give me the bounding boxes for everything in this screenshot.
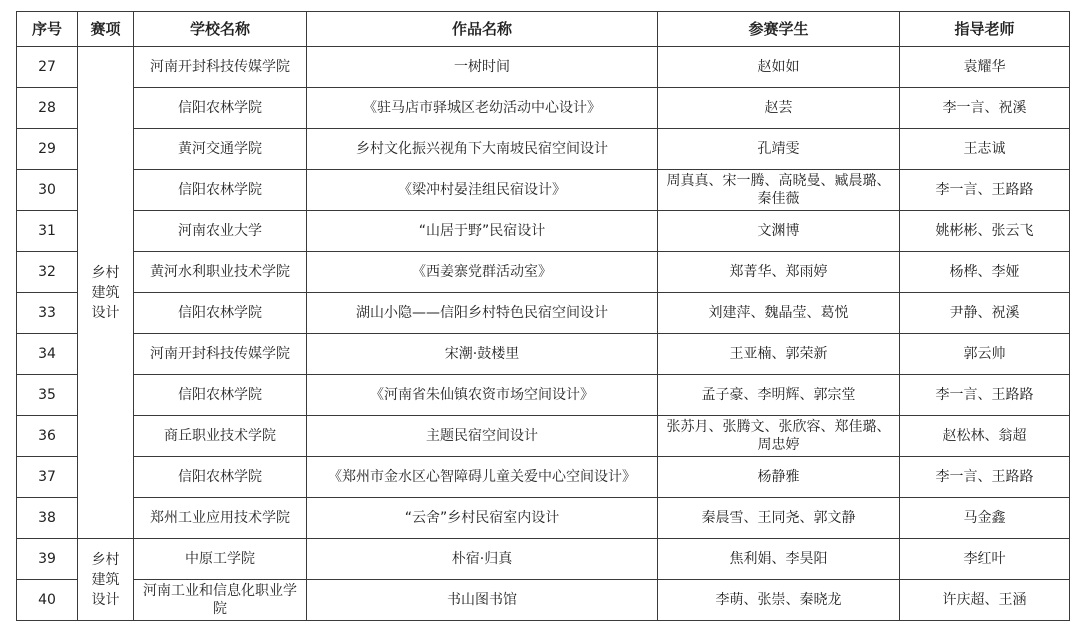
- header-teacher: 指导老师: [900, 12, 1070, 47]
- work-title: 《郑州市金水区心智障碍儿童关爱中心空间设计》: [307, 457, 658, 498]
- teacher-names: 许庆超、王涵: [900, 580, 1070, 621]
- school-name: 河南工业和信息化职业学院: [134, 580, 307, 621]
- table-row: [17, 170, 1070, 211]
- work-title: 乡村文化振兴视角下大南坡民宿空间设计: [307, 129, 658, 170]
- student-names: 刘建萍、魏晶莹、葛悦: [658, 293, 900, 334]
- teacher-names: 李红叶: [900, 539, 1070, 580]
- row-number: 32: [17, 252, 78, 293]
- school-name: 信阳农林学院: [134, 293, 307, 334]
- table-body: [17, 47, 1070, 621]
- header-no: 序号: [17, 12, 78, 47]
- work-title: 《河南省朱仙镇农资市场空间设计》: [307, 375, 658, 416]
- table-row: [17, 539, 1070, 580]
- school-name: 河南开封科技传媒学院: [134, 47, 307, 88]
- table-row: [17, 252, 1070, 293]
- table-row: [17, 88, 1070, 129]
- student-names: 张苏月、张腾文、张欣容、郑佳璐、周忠婷: [658, 416, 900, 457]
- row-number: 40: [17, 580, 78, 621]
- school-name: 信阳农林学院: [134, 170, 307, 211]
- row-number: 34: [17, 334, 78, 375]
- table-row: [17, 293, 1070, 334]
- teacher-names: 李一言、王路路: [900, 170, 1070, 211]
- category-label: 乡村建筑设计: [91, 551, 120, 608]
- school-name: 商丘职业技术学院: [134, 416, 307, 457]
- work-title: 《驻马店市驿城区老幼活动中心设计》: [307, 88, 658, 129]
- row-number: 36: [17, 416, 78, 457]
- award-table-container: [16, 11, 1070, 621]
- category-cell: [78, 539, 134, 621]
- student-names: 秦晨雪、王同尧、郭文静: [658, 498, 900, 539]
- student-names: 孔靖雯: [658, 129, 900, 170]
- table-row: [17, 457, 1070, 498]
- student-names: 周真真、宋一腾、高晓曼、臧晨璐、秦佳薇: [658, 170, 900, 211]
- student-names: 王亚楠、郭荣新: [658, 334, 900, 375]
- table-row: [17, 211, 1070, 252]
- school-name: 信阳农林学院: [134, 457, 307, 498]
- teacher-names: 李一言、王路路: [900, 375, 1070, 416]
- work-title: 《梁冲村晏洼组民宿设计》: [307, 170, 658, 211]
- work-title: 朴宿·归真: [307, 539, 658, 580]
- category-cell: [78, 47, 134, 539]
- table-row: [17, 416, 1070, 457]
- row-number: 30: [17, 170, 78, 211]
- table-row: [17, 47, 1070, 88]
- school-name: 郑州工业应用技术学院: [134, 498, 307, 539]
- teacher-names: 李一言、王路路: [900, 457, 1070, 498]
- work-title: 书山图书馆: [307, 580, 658, 621]
- school-name: 河南开封科技传媒学院: [134, 334, 307, 375]
- teacher-names: 郭云帅: [900, 334, 1070, 375]
- row-number: 38: [17, 498, 78, 539]
- row-number: 29: [17, 129, 78, 170]
- school-name: 信阳农林学院: [134, 375, 307, 416]
- row-number: 39: [17, 539, 78, 580]
- table-header-row: [17, 12, 1070, 47]
- table-row: [17, 334, 1070, 375]
- school-name: 信阳农林学院: [134, 88, 307, 129]
- work-title: “云舍”乡村民宿室内设计: [307, 498, 658, 539]
- school-name: 黄河水利职业技术学院: [134, 252, 307, 293]
- table-row: [17, 580, 1070, 621]
- category-label: 乡村建筑设计: [91, 264, 120, 321]
- student-names: 赵如如: [658, 47, 900, 88]
- teacher-names: 姚彬彬、张云飞: [900, 211, 1070, 252]
- work-title: “山居于野”民宿设计: [307, 211, 658, 252]
- teacher-names: 马金鑫: [900, 498, 1070, 539]
- teacher-names: 袁耀华: [900, 47, 1070, 88]
- row-number: 35: [17, 375, 78, 416]
- work-title: 湖山小隐——信阳乡村特色民宿空间设计: [307, 293, 658, 334]
- row-number: 28: [17, 88, 78, 129]
- student-names: 郑菁华、郑雨婷: [658, 252, 900, 293]
- row-number: 31: [17, 211, 78, 252]
- table-row: [17, 498, 1070, 539]
- student-names: 孟子豪、李明辉、郭宗堂: [658, 375, 900, 416]
- work-title: 一树时间: [307, 47, 658, 88]
- award-table: [16, 11, 1070, 621]
- header-category: 赛项: [78, 12, 134, 47]
- student-names: 赵芸: [658, 88, 900, 129]
- teacher-names: 杨桦、李娅: [900, 252, 1070, 293]
- row-number: 37: [17, 457, 78, 498]
- student-names: 文渊博: [658, 211, 900, 252]
- teacher-names: 王志诚: [900, 129, 1070, 170]
- teacher-names: 李一言、祝溪: [900, 88, 1070, 129]
- work-title: 《西姜寨党群活动室》: [307, 252, 658, 293]
- work-title: 主题民宿空间设计: [307, 416, 658, 457]
- teacher-names: 赵松林、翁超: [900, 416, 1070, 457]
- row-number: 27: [17, 47, 78, 88]
- header-work: 作品名称: [307, 12, 658, 47]
- school-name: 河南农业大学: [134, 211, 307, 252]
- student-names: 李萌、张崇、秦晓龙: [658, 580, 900, 621]
- student-names: 杨静雅: [658, 457, 900, 498]
- work-title: 宋潮·鼓楼里: [307, 334, 658, 375]
- row-number: 33: [17, 293, 78, 334]
- header-students: 参赛学生: [658, 12, 900, 47]
- school-name: 黄河交通学院: [134, 129, 307, 170]
- header-school: 学校名称: [134, 12, 307, 47]
- table-row: [17, 375, 1070, 416]
- student-names: 焦利娟、李昊阳: [658, 539, 900, 580]
- teacher-names: 尹静、祝溪: [900, 293, 1070, 334]
- table-row: [17, 129, 1070, 170]
- school-name: 中原工学院: [134, 539, 307, 580]
